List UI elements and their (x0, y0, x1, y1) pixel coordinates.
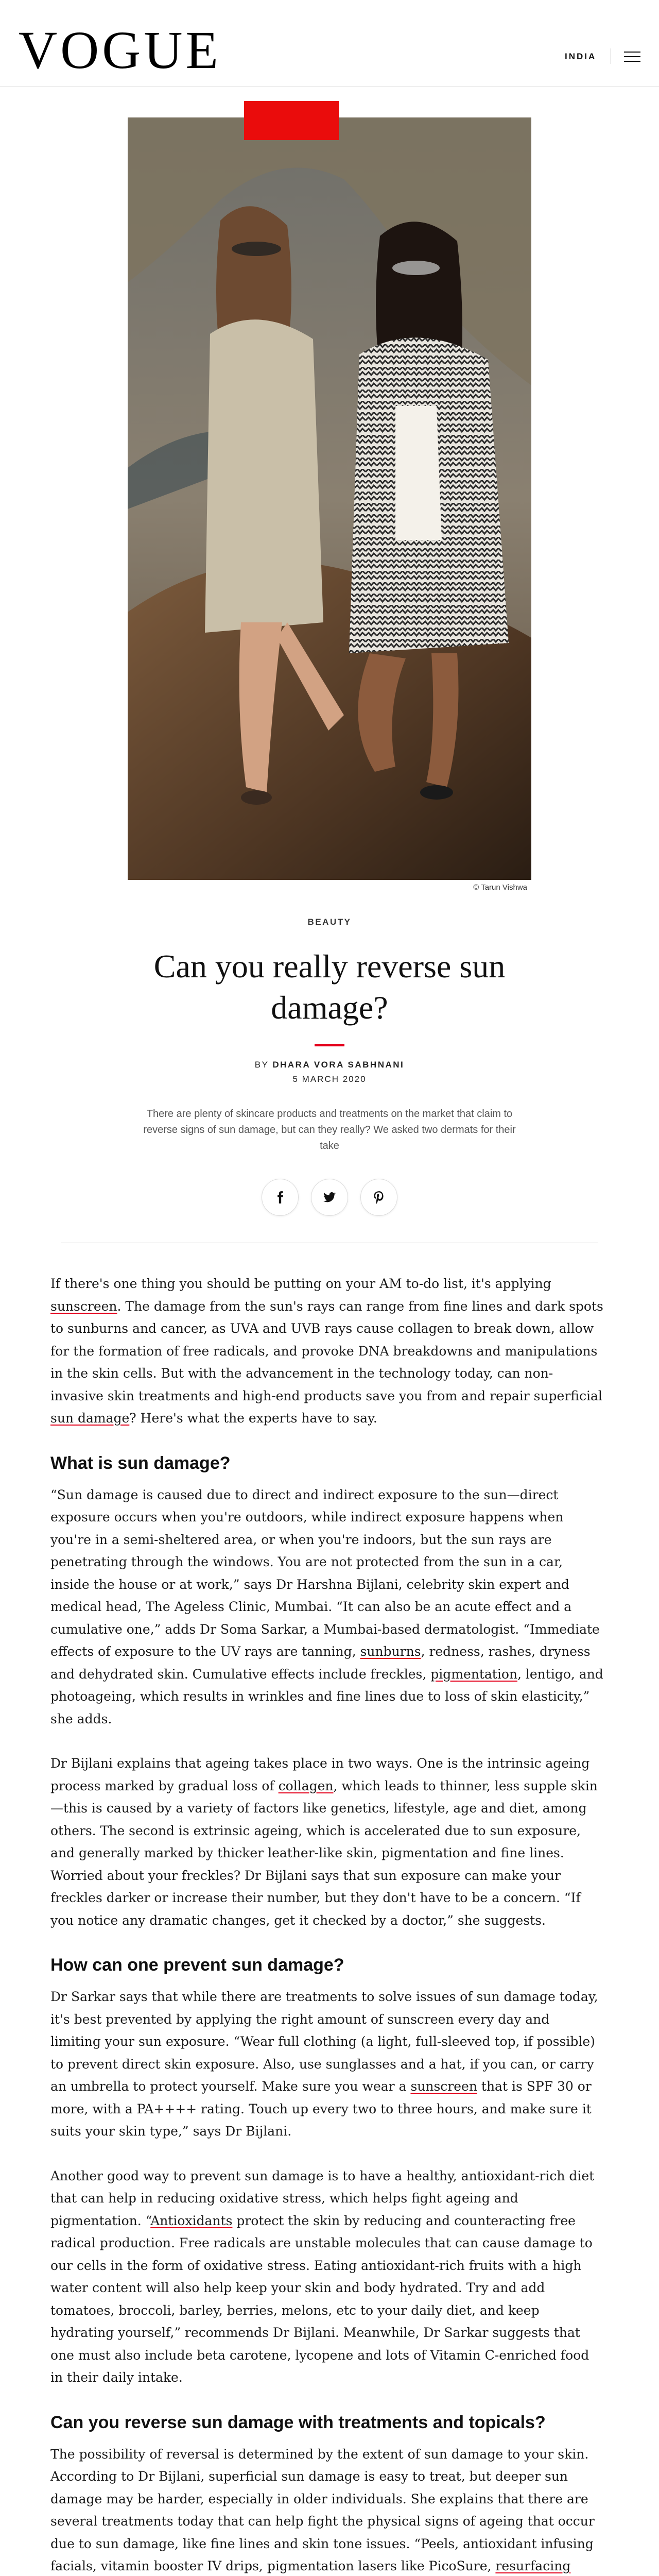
paragraph: Dr Bijlani explains that ageing takes place in two ways. One is the intrinsic ageing process marked by gradual loss of collagen, which leads to thinner, less supple skin—this is caused by a variety of factors like genetics, lifestyle, age and diet, among others. The second is extrinsic ageing, which is accelerated due to sun exposure, and generally marked by thicker leather-like skin, pigmentation and fine lines. Worried about your freckles? Dr Bijlani says that sun exposure can make your freckles darker or increase their number, but they don't have to be a concern. “If you notice any dramatic changes, get it checked by a doctor,” she suggests. (50, 1756, 598, 1928)
article-title: Can you really reverse sun damage? (153, 948, 506, 1026)
photo-credit: © Tarun Vishwa (473, 883, 527, 892)
article-header (0, 912, 659, 1243)
antioxidants-link[interactable]: Antioxidants (150, 2213, 233, 2228)
pigmentation-link[interactable]: pigmentation (430, 1666, 517, 1682)
sunscreen-link-2[interactable]: sunscreen (410, 2079, 477, 2094)
sunburns-link[interactable]: sunburns (360, 1644, 421, 1659)
byline-prefix: BY (254, 1060, 269, 1070)
byline (0, 1060, 659, 1070)
publish-date: 5 MARCH 2020 (292, 1074, 367, 1084)
sun-damage-link[interactable]: sun damage (50, 1411, 130, 1426)
vogue-logo[interactable]: VOGUE (19, 21, 221, 80)
paragraph: Dr Sarkar says that while there are treatments to solve issues of sun damage today, it's best prevented by applying the right amount of sunscreen every day and limiting your sun exposure. “Wear full clothing (a light, full-sleeved top, if possible) to prevent direct skin exposure. Also, use sunglasses and a hat, if you can, or carry an umbrella to protect yourself. Make sure you wear a sunscreen that is SPF 30 or more, with a PA++++ rating. Touch up every two to three hours, and make sure it suits your skin type,” says Dr Bijlani. (50, 1989, 598, 2139)
site-header (0, 0, 659, 87)
article-body (50, 1273, 603, 2576)
author-name[interactable]: DHARA VORA SABHNANI (272, 1060, 405, 1070)
twitter-icon (323, 1191, 336, 1204)
pinterest-share-button[interactable] (360, 1179, 397, 1216)
facebook-share-button[interactable] (262, 1179, 299, 1216)
section-heading: How can one prevent sun damage? (50, 1955, 344, 1975)
paragraph: The possibility of reversal is determined by the extent of sun damage to your skin. According to Dr Bijlani, superficial sun damage is easy to treat, but deeper sun damage may be harder, especially in older individuals. She explains that there are several treatments today that can help fight the physical signs of ageing that occur due to sun damage, like fine lines and skin tone issues. “Peels, antioxidant infusing facials, vitamin booster IV drips, pigmentation lasers like PicoSure, resurfacing (50, 2443, 603, 2576)
twitter-share-button[interactable] (311, 1179, 348, 1216)
facebook-icon (273, 1191, 287, 1204)
region-label[interactable]: INDIA (565, 52, 597, 61)
hero-image (128, 117, 531, 880)
category-label[interactable]: BEAUTY (307, 917, 352, 927)
hero-red-badge (244, 101, 339, 140)
resurfacing-lasers-link[interactable]: resurfacing (495, 2558, 571, 2573)
section-heading: What is sun damage? (50, 1453, 231, 1473)
pinterest-icon (372, 1191, 386, 1204)
share-bar (0, 1179, 659, 1216)
paragraph: If there's one thing you should be putting on your AM to-do list, it's applying sunscreen. The damage from the sun's rays can range from fine lines and dark spots to sunburns and cancer, as UVA and UVB rays cause collagen to break down, allow for the formation of free radicals, and provoke DNA breakdowns and manipulations in the skin cells. But with the advancement in the technology today, can non-invasive skin treatments and high-end products save you from and repair superficial sun damage? Here's what the experts have to say. (50, 1276, 603, 1426)
collagen-link[interactable]: collagen (278, 1778, 334, 1793)
paragraph: Another good way to prevent sun damage is to have a healthy, antioxidant-rich diet that can help in reducing oxidative stress, which helps fight ageing and pigmentation. “Antioxidants protect the skin by reducing and counteracting free radical production. Free radicals are unstable molecules that can cause damage to our cells in the form of oxidative stress. Eating antioxidant-rich fruits with a high water content will also help keep your skin and body hydrated. Try and add tomatoes, broccoli, barley, berries, melons, etc to your daily diet, and keep hydrating yourself,” recommends Dr Bijlani. Meanwhile, Dr Sarkar suggests that one must also include beta carotene, lycopene and lots of Vitamin C-enriched food in their daily intake. (50, 2168, 595, 2385)
sunscreen-link[interactable]: sunscreen (50, 1298, 117, 1314)
hamburger-menu-icon[interactable] (624, 52, 640, 62)
title-accent-rule (315, 1044, 344, 1046)
section-heading: Can you reverse sun damage with treatments and topicals? (50, 2412, 546, 2432)
paragraph: “Sun damage is caused due to direct and indirect exposure to the sun—direct exposure occurs when you're outdoors, while indirect exposure happens when you're in a semi-sheltered area, or when you're indoors, but the sun rays are penetrating through the windows. You are not protected from the sun in a car, inside the house or at work,” says Dr Harshna Bijlani, celebrity skin expert and medical head, The Ageless Clinic, Mumbai. “It can also be an acute effect and a cumulative one,” adds Dr Soma Sarkar, a Mumbai-based dermatologist. “Immediate effects of exposure to the UV rays are tanning, sunburns, redness, rashes, dryness and dehydrated skin. Cumulative effects include freckles, pigmentation, lentigo, and photoageing, which results in wrinkles and fine lines due to loss of skin elasticity,” she adds. (50, 1487, 603, 1726)
article-dek: There are plenty of skincare products and treatments on the market that claim to reverse signs of sun damage, but can they really? We asked two dermats for their take (143, 1108, 516, 1151)
